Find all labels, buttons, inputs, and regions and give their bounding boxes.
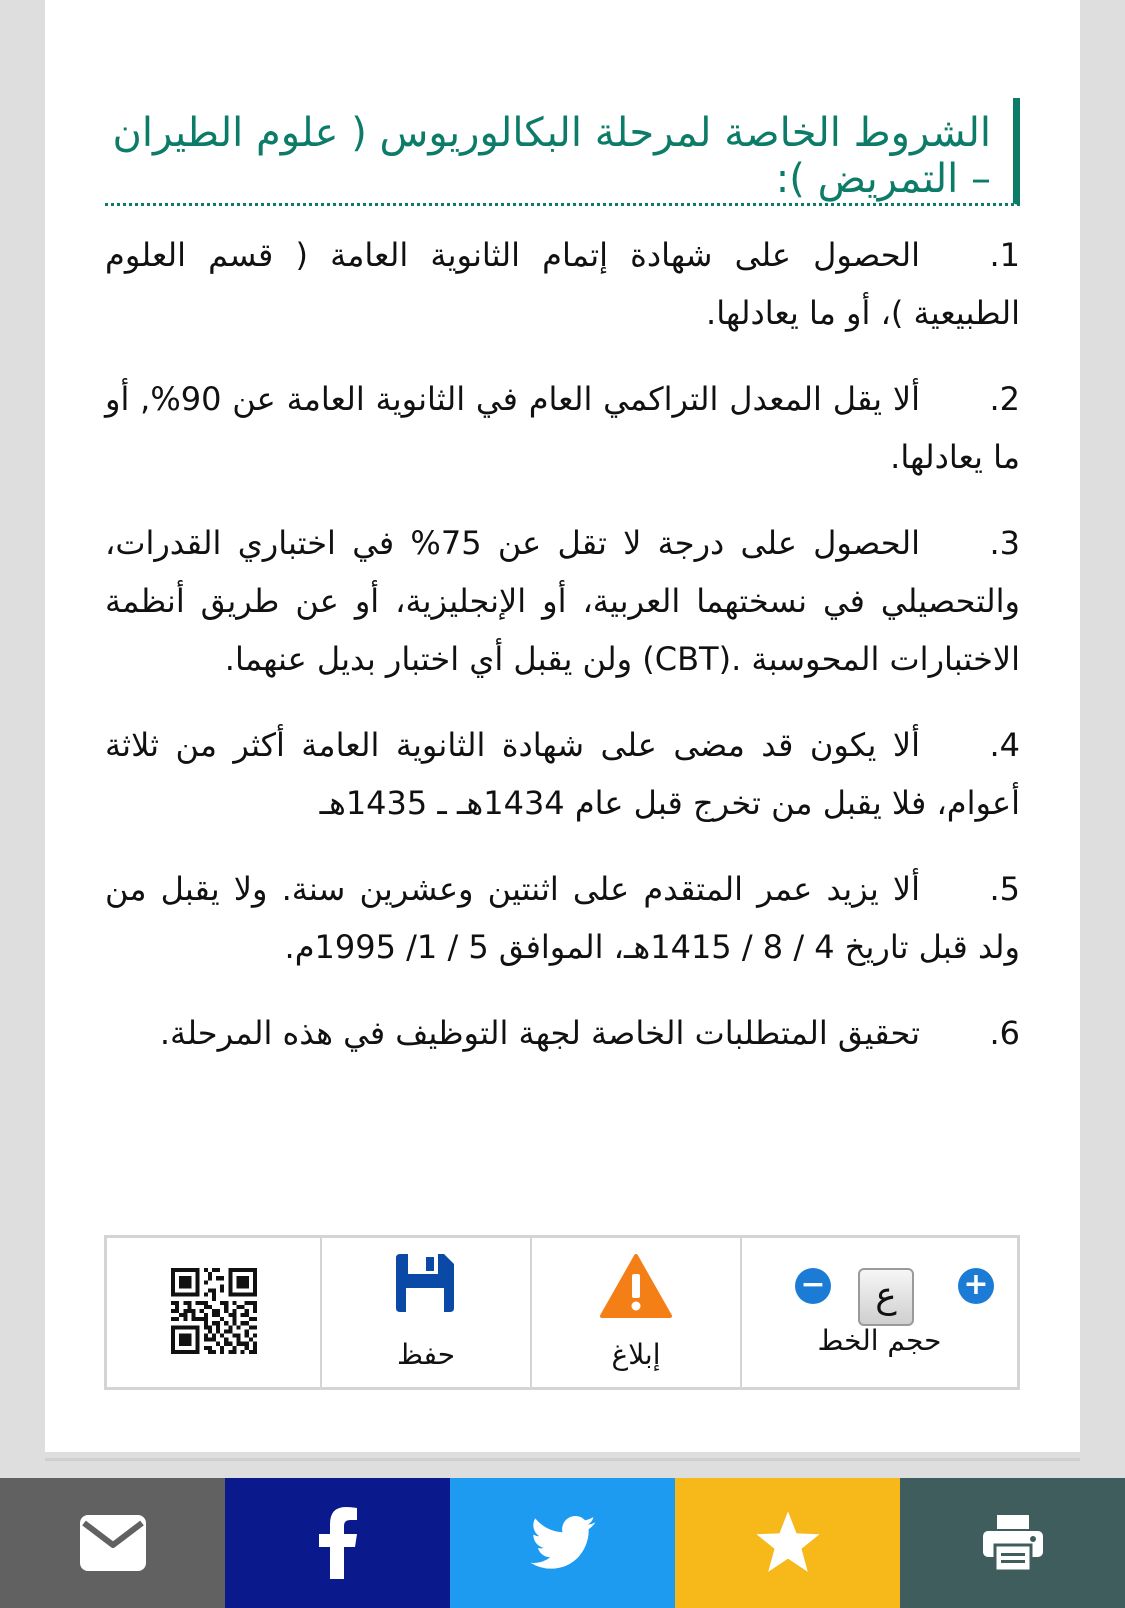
font-key-icon: ع (858, 1268, 914, 1326)
qr-code-icon (171, 1268, 257, 1354)
font-size-label: حجم الخط (817, 1324, 942, 1357)
list-item (105, 1004, 1020, 1062)
item-number: 6. (989, 1014, 1020, 1052)
facebook-share-button[interactable] (225, 1478, 450, 1608)
report-button[interactable] (532, 1238, 742, 1387)
printer-icon (983, 1515, 1043, 1571)
requirements-list (105, 226, 1020, 1090)
save-icon (396, 1254, 454, 1312)
print-button[interactable] (900, 1478, 1125, 1608)
save-button[interactable] (322, 1238, 532, 1387)
item-number: 3. (989, 524, 1020, 562)
section-heading-text: الشروط الخاصة لمرحلة البكالوريوس ( علوم الطيران – التمريض ): (112, 110, 991, 202)
item-text: ألا يقل المعدل التراكمي العام في الثانوية العامة عن 90%, أو ما يعادلها. (105, 380, 1020, 476)
item-text: الحصول على شهادة إتمام الثانوية العامة ( قسم العلوم الطبيعية )، أو ما يعادلها. (105, 236, 1020, 332)
divider (45, 1458, 1080, 1461)
item-text: ألا يكون قد مضى على شهادة الثانوية العامة أكثر من ثلاثة أعوام، فلا يقبل من تخرج قبل عام 1434هـ ـ 1435هـ (105, 726, 1020, 822)
list-item (105, 514, 1020, 688)
list-item (105, 370, 1020, 486)
font-size-tool (742, 1238, 1017, 1387)
twitter-share-button[interactable] (450, 1478, 675, 1608)
envelope-icon (80, 1515, 146, 1571)
report-label: إبلاغ (611, 1338, 661, 1371)
share-bar (0, 1478, 1125, 1608)
item-text: ألا يزيد عمر المتقدم على اثنتين وعشرين سنة. ولا يقبل من ولد قبل تاريخ 4 / 8 / 1415هـ، الموافق 5 / 1/ 1995م. (105, 870, 1020, 966)
item-number: 5. (989, 870, 1020, 908)
article-tools (104, 1235, 1020, 1390)
list-item (105, 226, 1020, 342)
item-number: 4. (989, 726, 1020, 764)
item-number: 2. (989, 380, 1020, 418)
list-item (105, 860, 1020, 976)
warning-icon (600, 1254, 672, 1318)
decrease-font-button[interactable]: − (795, 1268, 831, 1304)
item-number: 1. (989, 236, 1020, 274)
item-text: تحقيق المتطلبات الخاصة لجهة التوظيف في هذه المرحلة. (159, 1014, 920, 1052)
list-item (105, 716, 1020, 832)
twitter-icon (530, 1516, 596, 1570)
save-label: حفظ (396, 1338, 456, 1371)
star-icon (755, 1511, 821, 1575)
section-heading (105, 98, 1020, 206)
facebook-icon (317, 1507, 359, 1579)
qr-code-tool[interactable] (107, 1238, 322, 1387)
favorite-button[interactable] (675, 1478, 900, 1608)
increase-font-button[interactable]: + (958, 1268, 994, 1304)
email-share-button[interactable] (0, 1478, 225, 1608)
item-text: الحصول على درجة لا تقل عن 75% في اختباري القدرات، والتحصيلي في نسختهما العربية، أو الإنجليزية، أو عن طريق أنظمة الاختبارات المحوسبة .(CBT) ولن يقبل أي اختبار بديل عنهما. (105, 524, 1020, 678)
